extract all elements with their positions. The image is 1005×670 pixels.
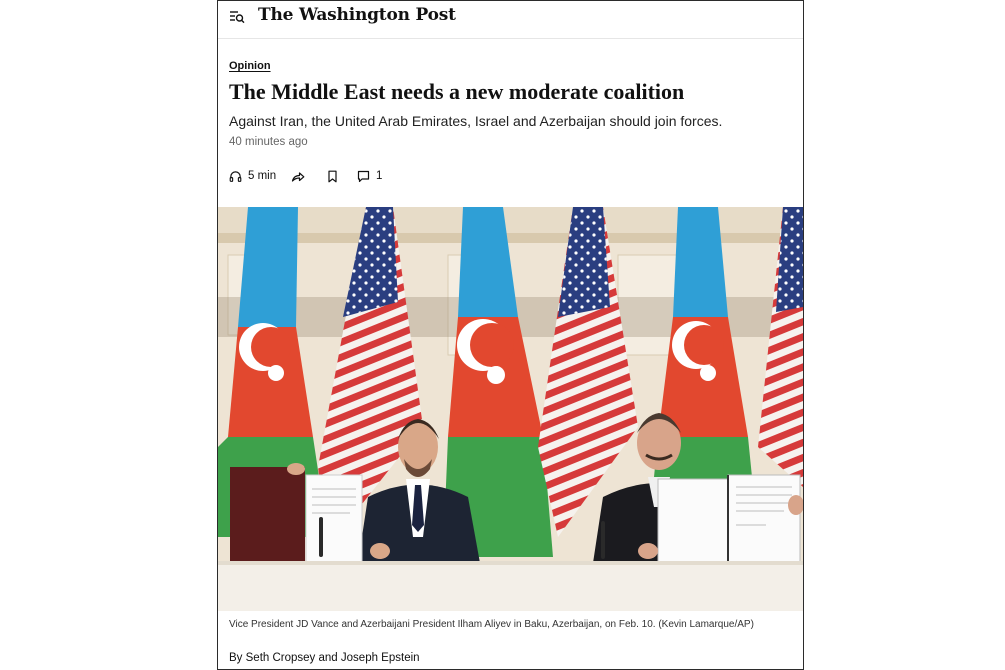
timestamp: 40 minutes ago — [229, 136, 308, 149]
listen-duration: 5 min — [248, 170, 277, 183]
listen-button[interactable] — [229, 170, 291, 183]
author-link[interactable]: Seth Cropsey — [245, 652, 316, 664]
lead-photo-illustration — [218, 207, 803, 611]
byline — [229, 652, 420, 664]
menu-search-icon[interactable] — [229, 9, 245, 25]
signed-document-right — [658, 475, 800, 563]
bookmark-icon — [327, 170, 338, 183]
section-label[interactable]: Opinion — [229, 60, 271, 72]
lead-photo[interactable] — [218, 207, 803, 611]
signed-document-left — [230, 467, 362, 563]
save-button[interactable] — [327, 170, 357, 183]
article-page — [217, 0, 804, 670]
byline-prefix: By — [229, 652, 243, 664]
author-link[interactable]: Joseph Epstein — [340, 652, 420, 664]
byline-joiner: and — [318, 652, 338, 664]
site-logo[interactable]: The Washington Post — [258, 5, 456, 25]
comments-button[interactable] — [357, 170, 382, 183]
comments-count: 1 — [376, 170, 383, 183]
article-actions — [229, 166, 792, 186]
photo-caption: Vice President JD Vance and Azerbaijani President Ilham Aliyev in Baku, Azerbaijan, on Feb. 10. (Kevin Lamarque/AP) — [229, 619, 754, 630]
share-icon — [291, 170, 305, 183]
top-navigation-bar — [218, 1, 803, 39]
article-headline: The Middle East needs a new moderate coalition — [229, 79, 685, 104]
headphones-icon — [229, 170, 242, 183]
share-button[interactable] — [291, 170, 327, 183]
comment-icon — [357, 170, 370, 183]
article-dek: Against Iran, the United Arab Emirates, Israel and Azerbaijan should join forces. — [229, 113, 723, 130]
article-header — [218, 39, 803, 186]
